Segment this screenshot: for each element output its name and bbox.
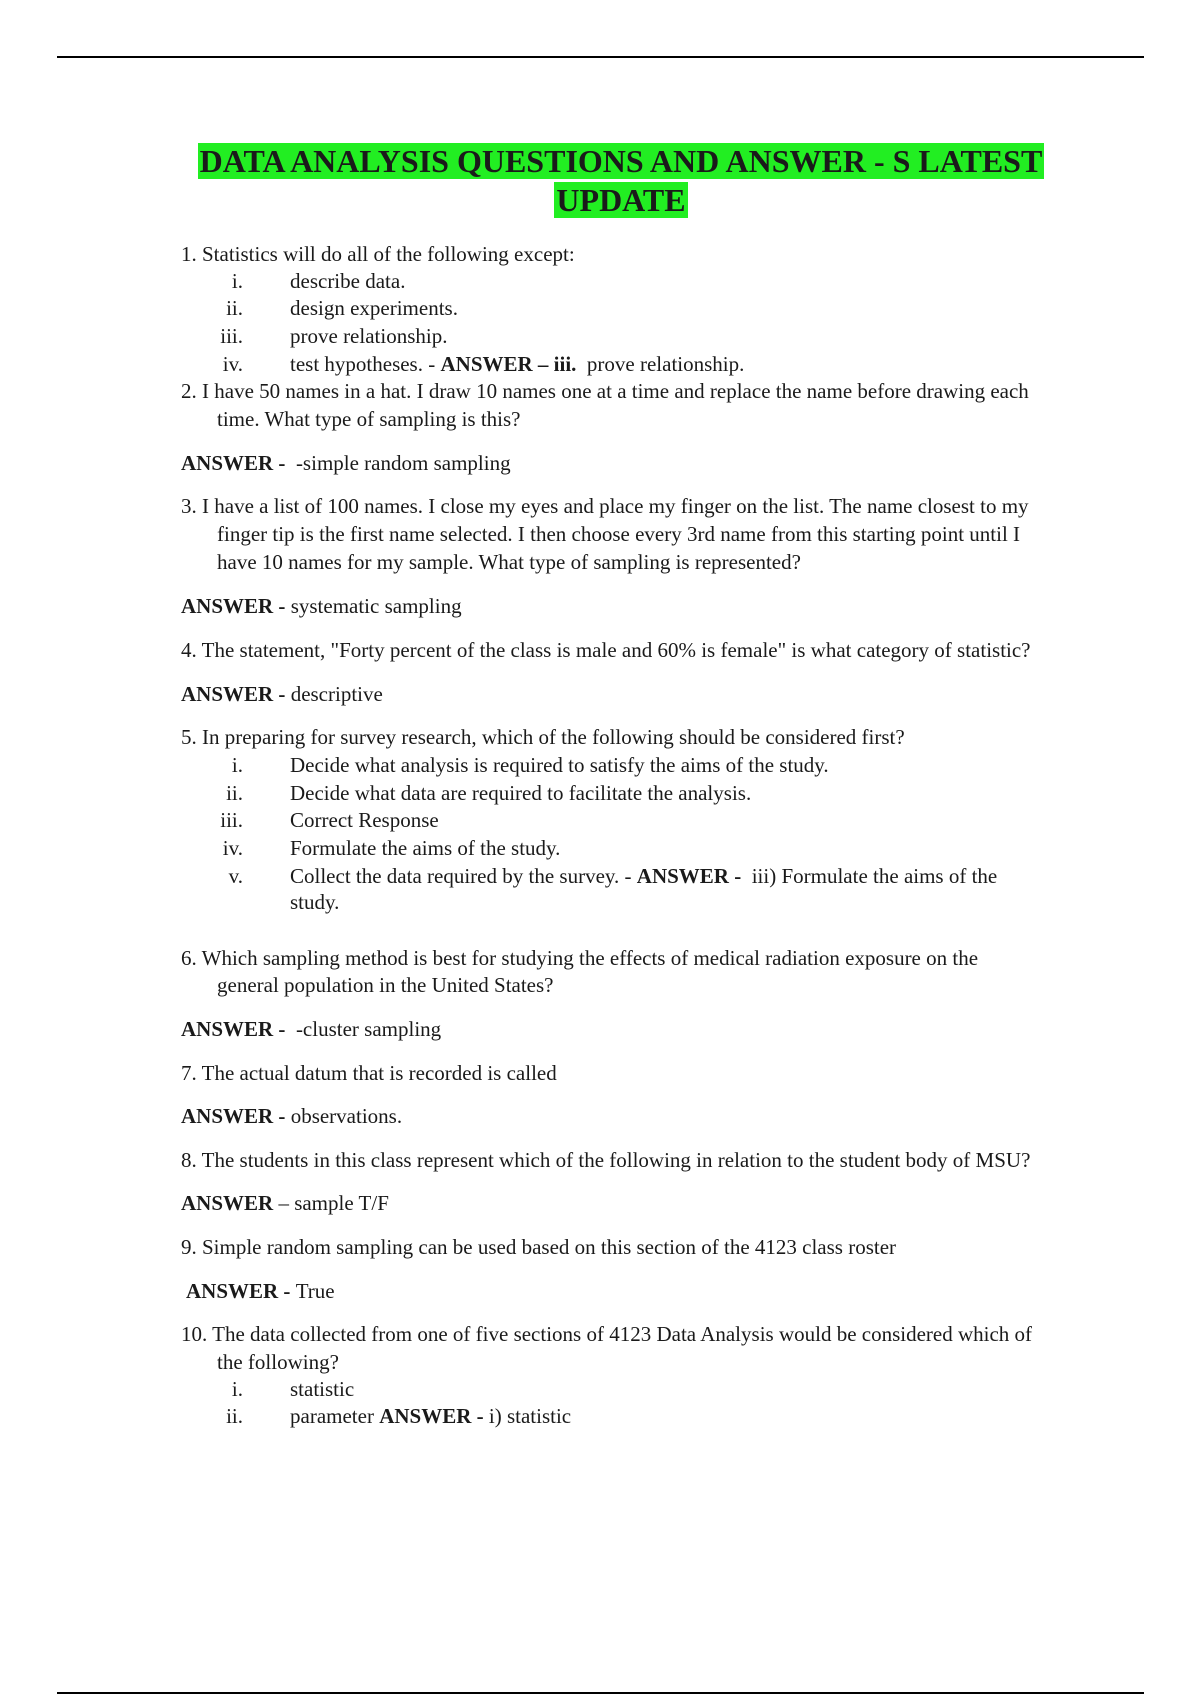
question-9-answer: ANSWER - True [186, 1279, 335, 1303]
question-3-line3: have 10 names for my sample. What type of sampling is represented? [217, 550, 801, 574]
question-7-answer: ANSWER - observations. [181, 1104, 403, 1128]
question-2-line2: time. What type of sampling is this? [217, 407, 521, 431]
question-2-line1: 2. I have 50 names in a hat. I draw 10 names one at a time and replace the name before drawing each [181, 379, 1029, 403]
question-6-answer: ANSWER - -cluster sampling [181, 1017, 442, 1041]
question-6-line2: general population in the United States? [217, 973, 554, 997]
question-4-line1: 4. The statement, "Forty percent of the class is male and 60% is female" is what category of statistic? [181, 638, 1031, 662]
bottom-rule [57, 1692, 1144, 1694]
question-5-answer-continued: study. [290, 890, 340, 914]
question-5-option-v-line: Collect the data required by the survey. - ANSWER - iii) Formulate the aims of the [290, 864, 998, 888]
question-8-answer: ANSWER – sample T/F [181, 1191, 389, 1215]
document-title-line2: UPDATE [556, 182, 686, 218]
question-9-line1: 9. Simple random sampling can be used based on this section of the 4123 class roster [181, 1235, 897, 1259]
question-10-option-ii-line: parameter ANSWER - i) statistic [290, 1404, 572, 1428]
question-8-line1: 8. The students in this class represent which of the following in relation to the student body of MSU? [181, 1148, 1031, 1172]
question-5-answer-text: iii) Formulate the aims of the [751, 864, 998, 888]
question-10-line1: 10. The data collected from one of five sections of 4123 Data Analysis would be considered which of [181, 1322, 1033, 1346]
question-6-line1: 6. Which sampling method is best for studying the effects of medical radiation exposure on the [181, 946, 979, 970]
question-4-answer: ANSWER - descriptive [181, 682, 383, 706]
question-3-line1: 3. I have a list of 100 names. I close my eyes and place my finger on the list. The name closest to my [181, 494, 1029, 518]
question-1-answer-text: prove relationship. [586, 352, 745, 376]
question-10-answer-text: i) statistic [488, 1404, 572, 1428]
top-rule [57, 56, 1144, 58]
document-title-line1: DATA ANALYSIS QUESTIONS AND ANSWER - S LATEST [199, 143, 1043, 179]
question-7-line1: 7. The actual datum that is recorded is called [181, 1061, 557, 1085]
question-1-stem: 1. Statistics will do all of the following except: [181, 242, 575, 266]
question-1-option-iv-line: test hypotheses. - ANSWER – iii. prove relationship. [290, 352, 745, 376]
question-5-answer-label: ANSWER - [636, 864, 747, 888]
question-10-line2: the following? [217, 1350, 339, 1374]
question-1-answer-label: ANSWER – iii. [440, 352, 577, 376]
question-2-answer: ANSWER - -simple random sampling [181, 451, 511, 475]
question-3-line2: finger tip is the first name selected. I then choose every 3rd name from this starting point until I [217, 522, 1021, 546]
question-5-stem: 5. In preparing for survey research, which of the following should be considered first? [181, 725, 905, 749]
question-3-answer: ANSWER - systematic sampling [181, 594, 462, 618]
question-10-answer-label: ANSWER - [379, 1404, 489, 1428]
